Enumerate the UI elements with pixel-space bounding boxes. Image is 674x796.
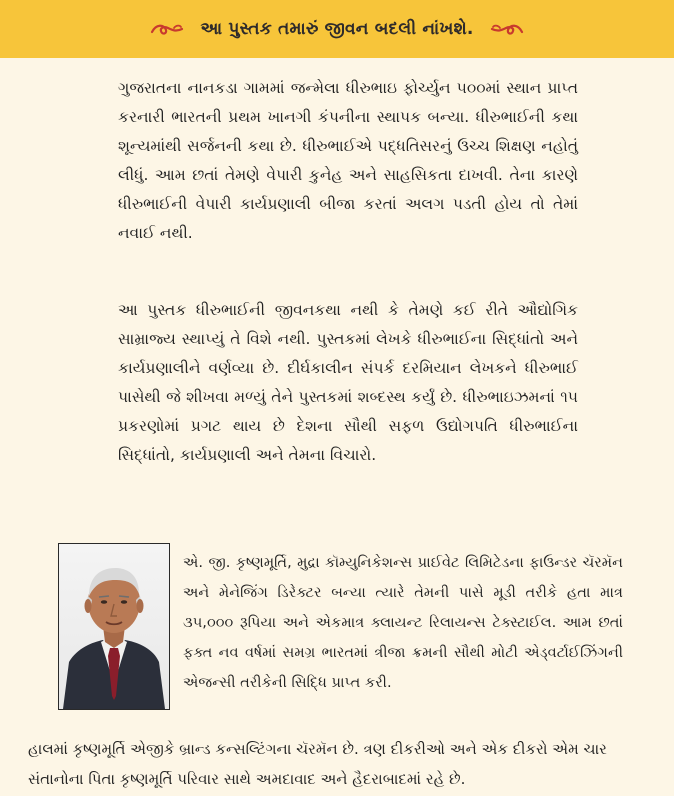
intro-paragraph: ગુજરાતના નાનકડા ગામમાં જન્મેલા ધીરુભાઇ ફોર્ચ્યુન ૫૦૦માં સ્થાન પ્રાપ્ત કરનારી ભારતની પ્રથમ ખાનગી કંપનીના સ્થાપક બન્યા. ધીરુભાઈની કથા શૂન્યમાંથી સર્જનની કથા છે. ધીરુભાઈએ પદ્ધતિસરનું ઉચ્ચ શિક્ષણ નહોતું લીધું. આમ છતાં તેમણે વેપારી કુનેહ અને સાહસિકતા દાખવી. તેના કારણે ધીરુભાઈની વેપારી કાર્યપ્રણાલી બીજા કરતાં અલગ પડતી હોય તો તેમાં નવાઈ નથી.	[118, 79, 578, 242]
top-banner	[0, 0, 674, 58]
author-portrait-image	[59, 544, 169, 709]
banner-title: આ પુસ્તક તમારું જીવન બદલી નાંખશે.	[200, 19, 474, 39]
book-description-paragraph: આ પુસ્તક ધીરુભાઈની જીવનકથા નથી કે તેમણે કઈ રીતે ઔદ્યોગિક સામ્રાજ્ય સ્થાપ્યું તે વિશે નથી. પુસ્તકમાં લેખકે ધીરુભાઈના સિદ્ધાંતો અને કાર્યપ્રણાલીને વર્ણવ્યા છે. દીર્ઘકાલીન સંપર્ક દરમિયાન લેખકને ધીરુભાઈ પાસેથી જે શીખવા મળ્યું તેને પુસ્તકમાં શબ્દસ્થ કર્યું છે. ધીરુભાઇઝમનાં ૧૫ પ્રકરણોમાં પ્રગટ થાય છે દેશના સૌથી સફળ ઉદ્યોગપતિ ધીરુભાઈના સિદ્ધાંતો, કાર્યપ્રણાલી અને તેમના વિચારો.	[118, 301, 578, 464]
left-flourish-icon	[150, 20, 184, 38]
banner-content	[150, 19, 523, 39]
author-bio: એ. જી. કૃષ્ણમૂર્તિ, મુદ્રા કૉમ્યુનિકેશન્સ પ્રાઈવેટ લિમિટેડના ફાઉન્ડર ચૅરમૅન અને મેનેજિંગ ડિરેક્ટર બન્યા ત્યારે તેમની પાસે મૂડી તરીકે હતા માત્ર ૩૫,૦૦૦ રૂપિયા અને એકમાત્ર ક્લાયન્ટ રિલાયન્સ ટેક્સ્ટાઈલ. આમ છતાં ફક્ત નવ વર્ષમાં સમગ્ર ભારતમાં ત્રીજા ક્રમની સૌથી મોટી એડ્વર્ટાઈઝિંગની એજન્સી તરીકેની સિદ્ધિ પ્રાપ્ત કરી.	[183, 554, 623, 691]
right-flourish-icon	[490, 20, 524, 38]
author-photo	[58, 543, 170, 710]
author-footer-note: હાલમાં કૃષ્ણમૂર્તિ એજીકે બ્રાન્ડ કન્સલ્ટિંગના ચૅરમૅન છે. ત્રણ દીકરીઓ અને એક દીકરો એમ ચાર સંતાનોના પિતા કૃષ્ણમૂર્તિ પરિવાર સાથે અમદાવાદ અને હૈદરાબાદમાં રહે છે.	[28, 740, 607, 788]
